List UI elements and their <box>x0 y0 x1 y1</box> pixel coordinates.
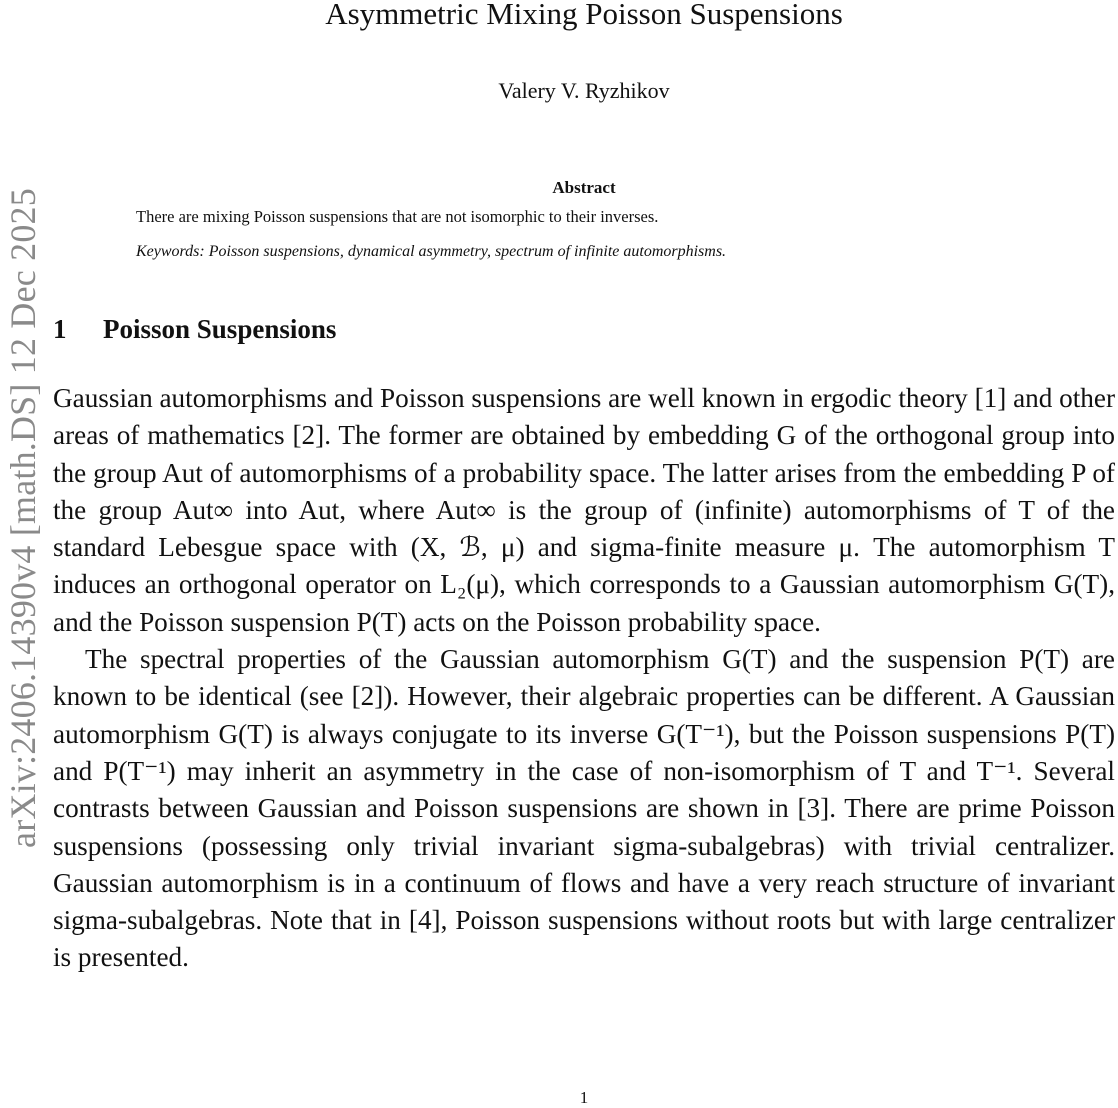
paragraph: Gaussian automorphisms and Poisson suspensions are well known in ergodic theory [1] and other areas of mathematics [2]. The former are obtained by embedding G of the orthogonal group into the group Aut of automorphisms of a probability space. The latter arises from the embedding P of the group Aut∞ into Aut, where Aut∞ is the group of (infinite) automorphisms of T of the standard Lebesgue space with (X, ℬ, μ) and sigma-finite measure μ. The automorphism T induces an orthogonal operator on L₂(μ), which corresponds to a Gaussian automorphism G(T), and the Poisson suspension P(T) acts on the Poisson probability space. <box>53 383 1115 637</box>
arxiv-identifier <box>2 130 44 905</box>
section-number: 1 <box>53 314 67 344</box>
page-number: 1 <box>579 1088 589 1107</box>
abstract-text: There are mixing Poisson suspensions that are not isomorphic to their inverses. <box>136 207 659 226</box>
section-heading <box>53 314 336 345</box>
paper-title: Asymmetric Mixing Poisson Suspensions <box>325 0 843 31</box>
keywords: Keywords: Poisson suspensions, dynamical asymmetry, spectrum of infinite automorphisms. <box>136 243 727 260</box>
author-name: Valery V. Ryzhikov <box>498 78 670 103</box>
arxiv-identifier-text: arXiv:2406.14390v4 [math.DS] 12 Dec 2025 <box>3 187 43 848</box>
paragraph: The spectral properties of the Gaussian automorphism G(T) and the suspension P(T) are known to be identical (see [2]). However, their algebraic properties can be different. A Gaussian automorphism G(T) is always conjugate to its inverse G(T⁻¹), but the Poisson suspensions P(T) and P(T⁻¹) may inherit an asymmetry in the case of non-isomorphism of T and T⁻¹. Several contrasts between Gaussian and Poisson suspensions are shown in [3]. There are prime Poisson suspensions (possessing only trivial invariant sigma-subalgebras) with trivial centralizer. Gaussian automorphism is in a continuum of flows and have a very reach structure of invariant sigma-subalgebras. Note that in [4], Poisson suspensions without roots but with large centralizer is presented. <box>53 644 1115 973</box>
section-title: Poisson Suspensions <box>103 314 337 344</box>
abstract-heading: Abstract <box>552 178 616 197</box>
body-text <box>53 380 1115 977</box>
